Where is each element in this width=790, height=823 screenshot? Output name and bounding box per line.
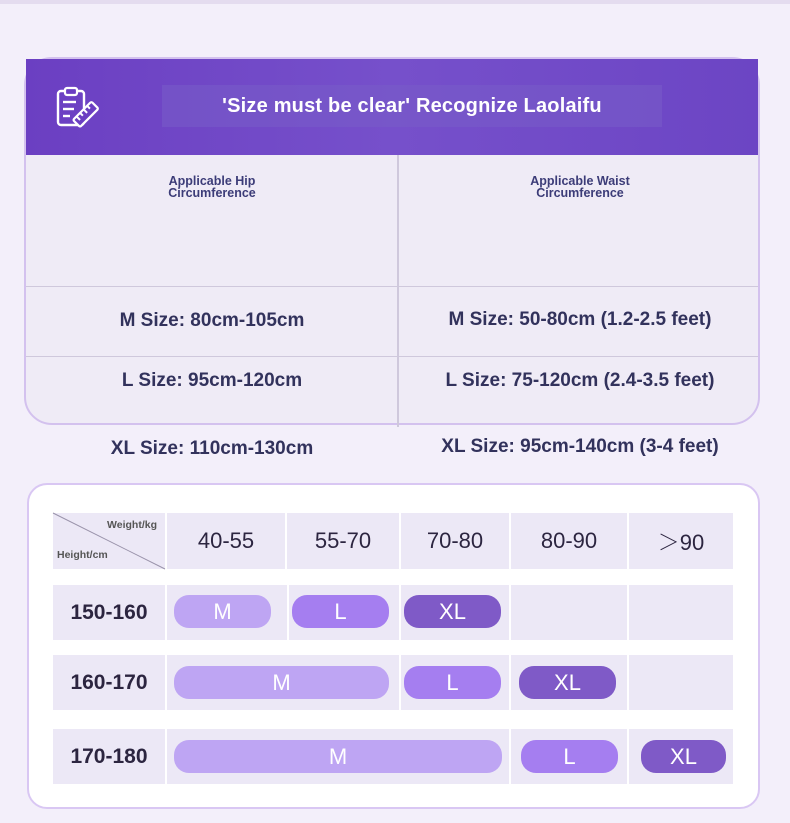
- weight-range-label: 40-55: [197, 528, 255, 553]
- hip-size-m: M Size: 80cm-105cm: [119, 310, 305, 331]
- waist-column: [400, 155, 760, 457]
- waist-size-l: L Size: 75-120cm (2.4-3.5 feet): [445, 370, 715, 391]
- hip-heading-line2: Circumference: [168, 186, 256, 200]
- row-divider: [26, 356, 758, 357]
- waist-size-xl: XL Size: 95cm-140cm (3-4 feet): [441, 436, 719, 457]
- size-chart-card: [27, 483, 760, 809]
- size-pill-l: L: [404, 666, 501, 699]
- size-pill-m: M: [174, 595, 271, 628]
- hip-heading: [26, 175, 398, 199]
- hip-size-xl: XL Size: 110cm-130cm: [110, 438, 314, 459]
- weight-header: [167, 513, 285, 569]
- height-range-label: 160-170: [70, 670, 148, 694]
- size-pill-l: L: [292, 595, 389, 628]
- row-divider: [26, 286, 758, 287]
- size-pill-xl: XL: [404, 595, 501, 628]
- size-pill-xl: XL: [641, 740, 726, 773]
- height-axis-label: Height/cm: [57, 549, 108, 561]
- top-divider: [0, 0, 790, 4]
- card-title: 'Size must be clear' Recognize Laolaifu: [162, 85, 662, 127]
- weight-range-label: 55-70: [314, 528, 372, 553]
- grid-cell: [629, 655, 733, 710]
- waist-heading: [400, 175, 760, 199]
- hip-size-l: L Size: 95cm-120cm: [121, 370, 303, 391]
- weight-header: [287, 513, 399, 569]
- size-guide-card: [24, 57, 760, 459]
- weight-header: [401, 513, 509, 569]
- grid-cell: [511, 585, 627, 640]
- weight-header: [511, 513, 627, 569]
- weight-range-label: 70-80: [426, 528, 484, 553]
- size-pill-m: M: [174, 740, 502, 773]
- waist-heading-line1: Applicable Waist: [530, 174, 630, 188]
- corner-cell: [53, 513, 165, 569]
- height-row-label: [53, 655, 165, 710]
- weight-range-label: 80-90: [540, 528, 598, 553]
- weight-header: [629, 513, 733, 569]
- hip-heading-line1: Applicable Hip: [168, 174, 256, 188]
- size-pill-m: M: [174, 666, 389, 699]
- size-pill-xl: XL: [519, 666, 616, 699]
- waist-heading-line2: Circumference: [536, 186, 624, 200]
- grid-cell: [629, 585, 733, 640]
- weight-range-label: ＞90: [657, 529, 705, 555]
- size-pill-l: L: [521, 740, 618, 773]
- height-row-label: [53, 585, 165, 640]
- height-range-label: 170-180: [70, 744, 148, 768]
- hip-column: [26, 155, 398, 459]
- height-range-label: 150-160: [70, 600, 148, 624]
- height-row-label: [53, 729, 165, 784]
- weight-axis-label: Weight/kg: [107, 519, 157, 531]
- waist-size-m: M Size: 50-80cm (1.2-2.5 feet): [448, 309, 712, 330]
- card-header: [26, 59, 758, 155]
- clipboard-ruler-icon: [54, 85, 100, 131]
